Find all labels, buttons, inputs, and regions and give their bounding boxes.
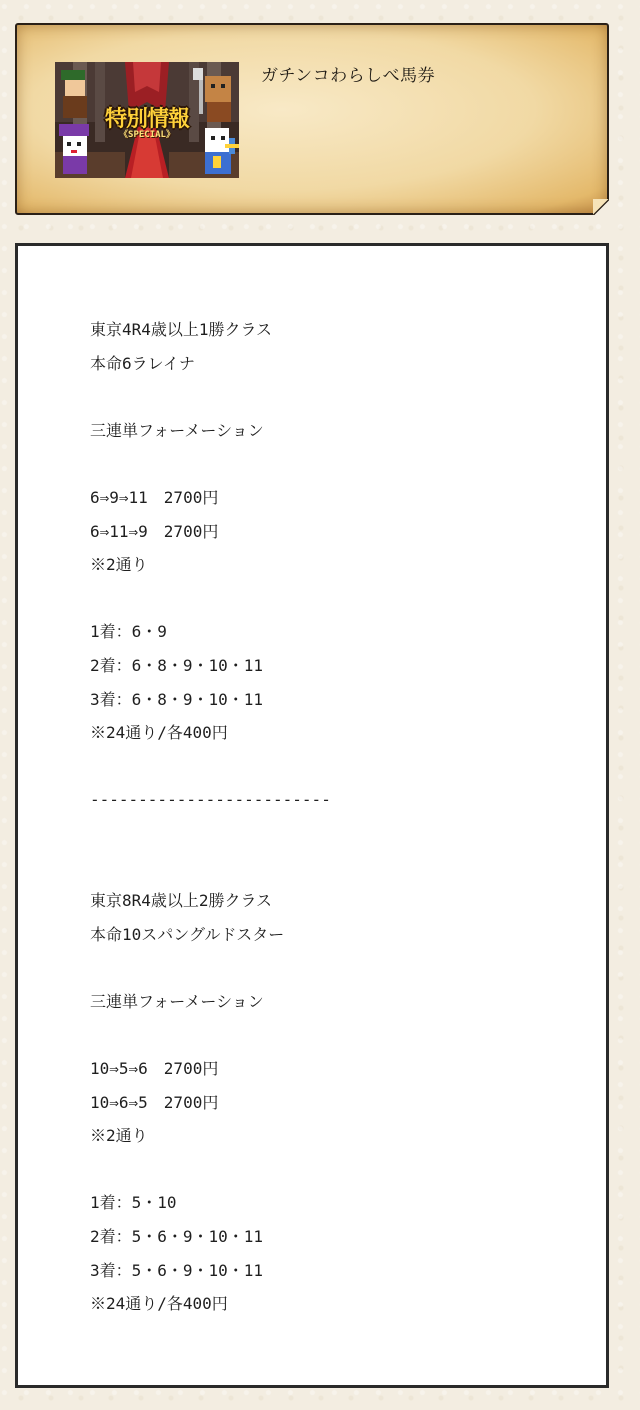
thumbnail-subtitle: 《SPECIAL》 — [119, 130, 175, 140]
text-line: ※24通り/各400円 — [90, 723, 228, 743]
thumbnail-title: 特別情報 — [104, 107, 189, 132]
blank-line — [90, 380, 331, 414]
text-line: ------------------------- — [90, 790, 331, 810]
text-line: 6⇒9⇒11 2700円 — [90, 487, 219, 507]
blank-line — [90, 951, 331, 985]
text-line: ※2通り — [90, 1126, 148, 1146]
text-line: 2着：5・6・9・10・11 — [90, 1227, 264, 1247]
blank-line — [90, 1018, 331, 1052]
text-line: 2着：6・8・9・10・11 — [90, 655, 264, 675]
header-banner — [15, 23, 609, 215]
blank-line — [90, 1153, 331, 1187]
text-line: 本命6ラレイナ — [90, 353, 195, 373]
blank-line — [90, 750, 331, 784]
blank-line — [90, 582, 331, 616]
text-line: 3着：6・8・9・10・11 — [90, 689, 264, 709]
prediction-content-box — [15, 243, 609, 1388]
text-line: 3着：5・6・9・10・11 — [90, 1260, 264, 1280]
text-line: 10⇒5⇒6 2700円 — [90, 1059, 219, 1079]
text-line: 三連単フォーメーション — [90, 991, 264, 1011]
text-line: ※24通り/各400円 — [90, 1294, 228, 1314]
text-line: 東京4R4歳以上1勝クラス — [90, 320, 273, 339]
text-line: 本命10スパングルドスター — [90, 924, 285, 944]
text-line: 10⇒6⇒5 2700円 — [90, 1092, 219, 1112]
text-line: 1着：5・10 — [90, 1193, 177, 1213]
page-curl-decoration — [593, 199, 609, 215]
text-line: 6⇒11⇒9 2700円 — [90, 521, 219, 541]
page-title: ガチンコわらしべ馬券 — [261, 66, 436, 86]
text-line: 東京8R4歳以上2勝クラス — [90, 891, 273, 911]
text-line: ※2通り — [90, 555, 148, 575]
text-line: 三連単フォーメーション — [90, 420, 264, 440]
blank-line — [90, 817, 331, 851]
text-line: 1着：6・9 — [90, 622, 167, 642]
blank-line — [90, 447, 331, 481]
prediction-text — [90, 313, 331, 1321]
special-info-thumbnail[interactable] — [55, 62, 239, 178]
blank-line — [90, 851, 331, 885]
